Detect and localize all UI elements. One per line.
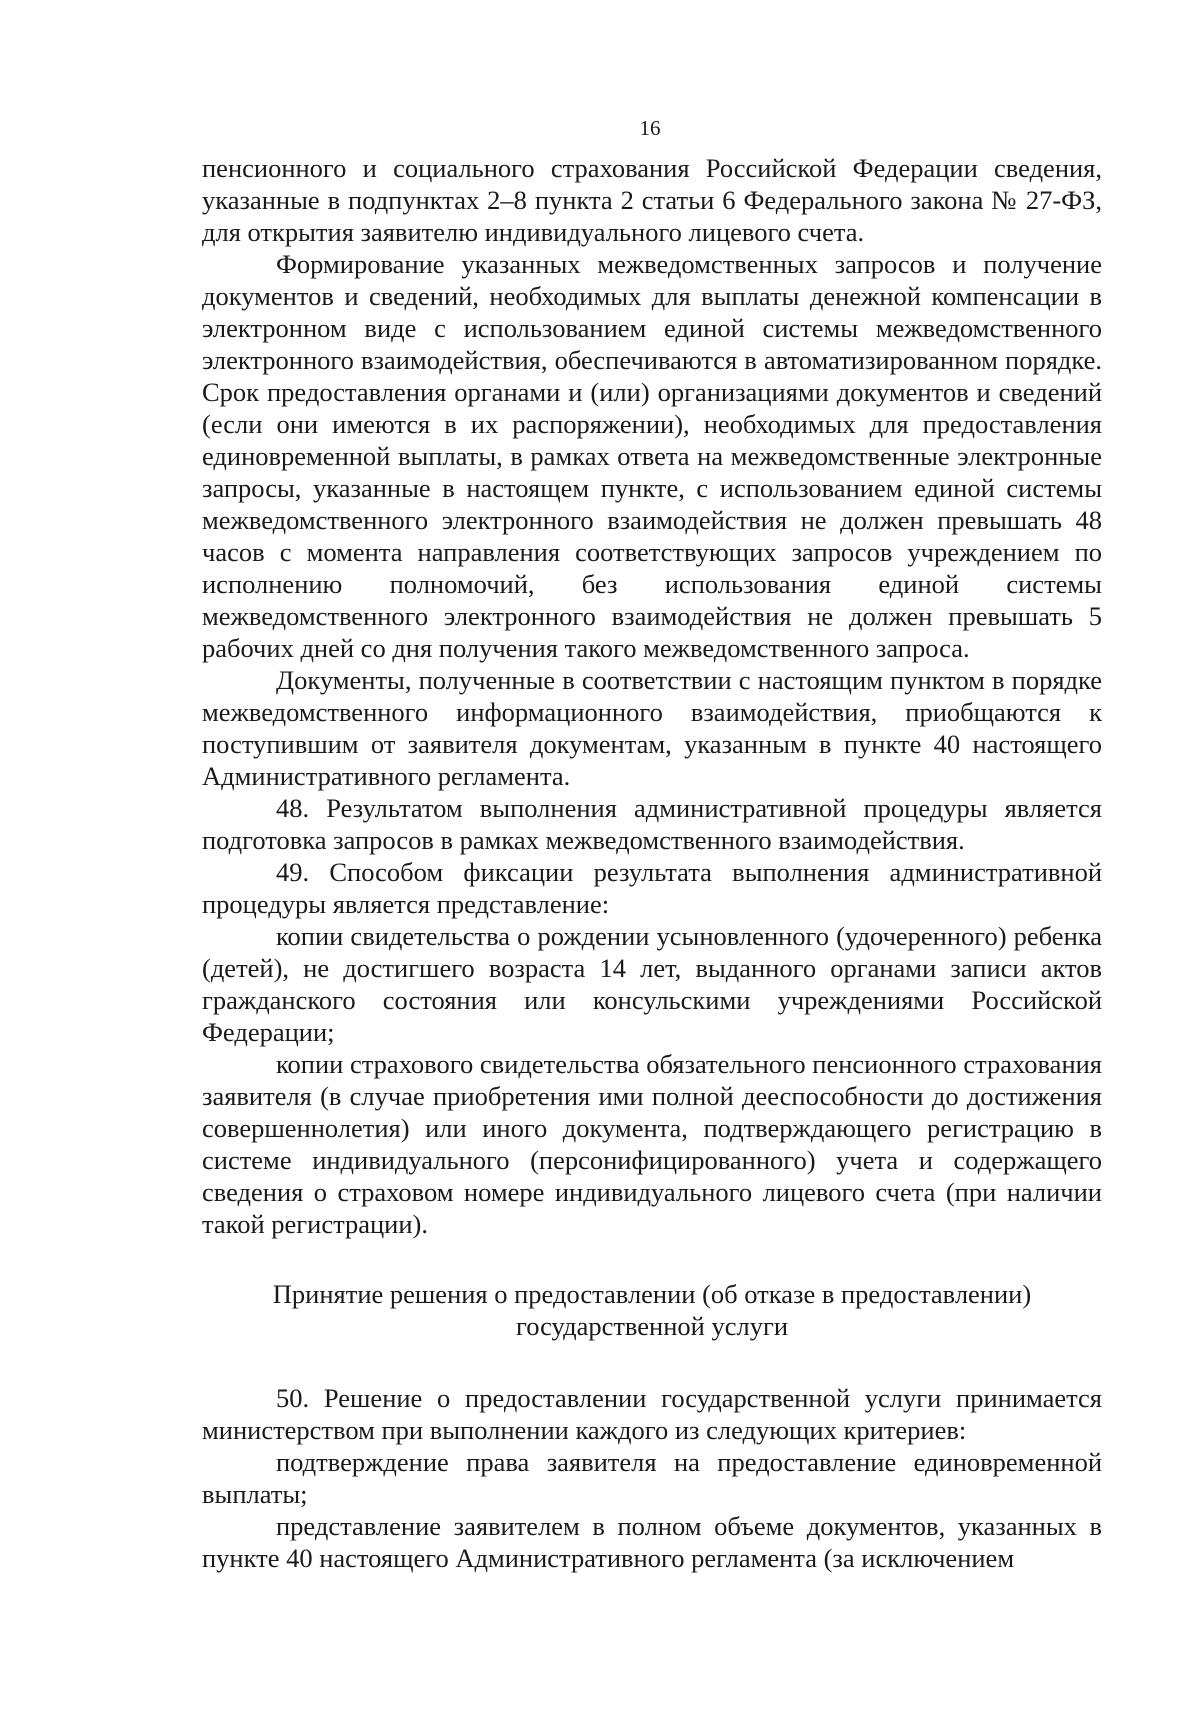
paragraph: 48. Результатом выполнения административной процедуры является подготовка запросов в рамках межведомственного взаимодействия. [202,793,1102,855]
paragraph: Формирование указанных межведомственных запросов и получение документов и сведений, необходимых для выплаты денежной компенсации в электронном виде с использованием единой системы межведомственного электронного взаимодействия, обеспечиваются в автоматизированном порядке. Срок предоставления органами и (или) организациями документов и сведений (если они имеются в их распоряжении), необходимых для предоставления единовременной выплаты, в рамках ответа на межведомственные электронные запросы, указанные в настоящем пункте, с использованием единой системы межведомственного электронного взаимодействия не должен превышать 48 часов с момента направления соответствующих запросов учреждением по исполнению полномочий, без использования единой системы межведомственного электронного взаимодействия не должен превышать 5 рабочих дней со дня получения такого межведомственного запроса. [202,249,1102,663]
paragraph: копии страхового свидетельства обязательного пенсионного страхования заявителя (в случае приобретения ими полной дееспособности до достижения совершеннолетия) или иного документа, подтверждающего регистрацию в системе индивидуального (персонифицированного) учета и содержащего сведения о страховом номере индивидуального лицевого счета (при наличии такой регистрации). [202,1049,1102,1239]
section-heading-line: Принятие решения о предоставлении (об отказе в предоставлении) [272,1279,1032,1309]
document-body [202,152,1102,1574]
paragraph: подтверждение права заявителя на предоставление единовременной выплаты; [202,1447,1102,1509]
paragraph: представление заявителем в полном объеме документов, указанных в пункте 40 настоящего Административного регламента (за исключением [202,1511,1102,1573]
paragraph: Документы, полученные в соответствии с настоящим пунктом в порядке межведомственного информационного взаимодействия, приобщаются к поступившим от заявителя документам, указанным в пункте 40 настоящего Административного регламента. [202,665,1102,791]
paragraph: копии свидетельства о рождении усыновленного (удочеренного) ребенка (детей), не достигшего возраста 14 лет, выданного органами записи актов гражданского состояния или консульскими учреждениями Российской Федерации; [202,921,1102,1047]
paragraph: пенсионного и социального страхования Российской Федерации сведения, указанные в подпунктах 2–8 пункта 2 статьи 6 Федерального закона № 27-ФЗ, для открытия заявителю индивидуального лицевого счета. [202,153,1102,247]
paragraph: 49. Способом фиксации результата выполнения административной процедуры является представление: [202,857,1102,919]
paragraph: 50. Решение о предоставлении государственной услуги принимается министерством при выполнении каждого из следующих критериев: [202,1383,1102,1445]
page-number: 16 [639,116,661,140]
section-heading-line: государственной услуги [515,1311,789,1341]
section-heading [202,1278,1102,1342]
